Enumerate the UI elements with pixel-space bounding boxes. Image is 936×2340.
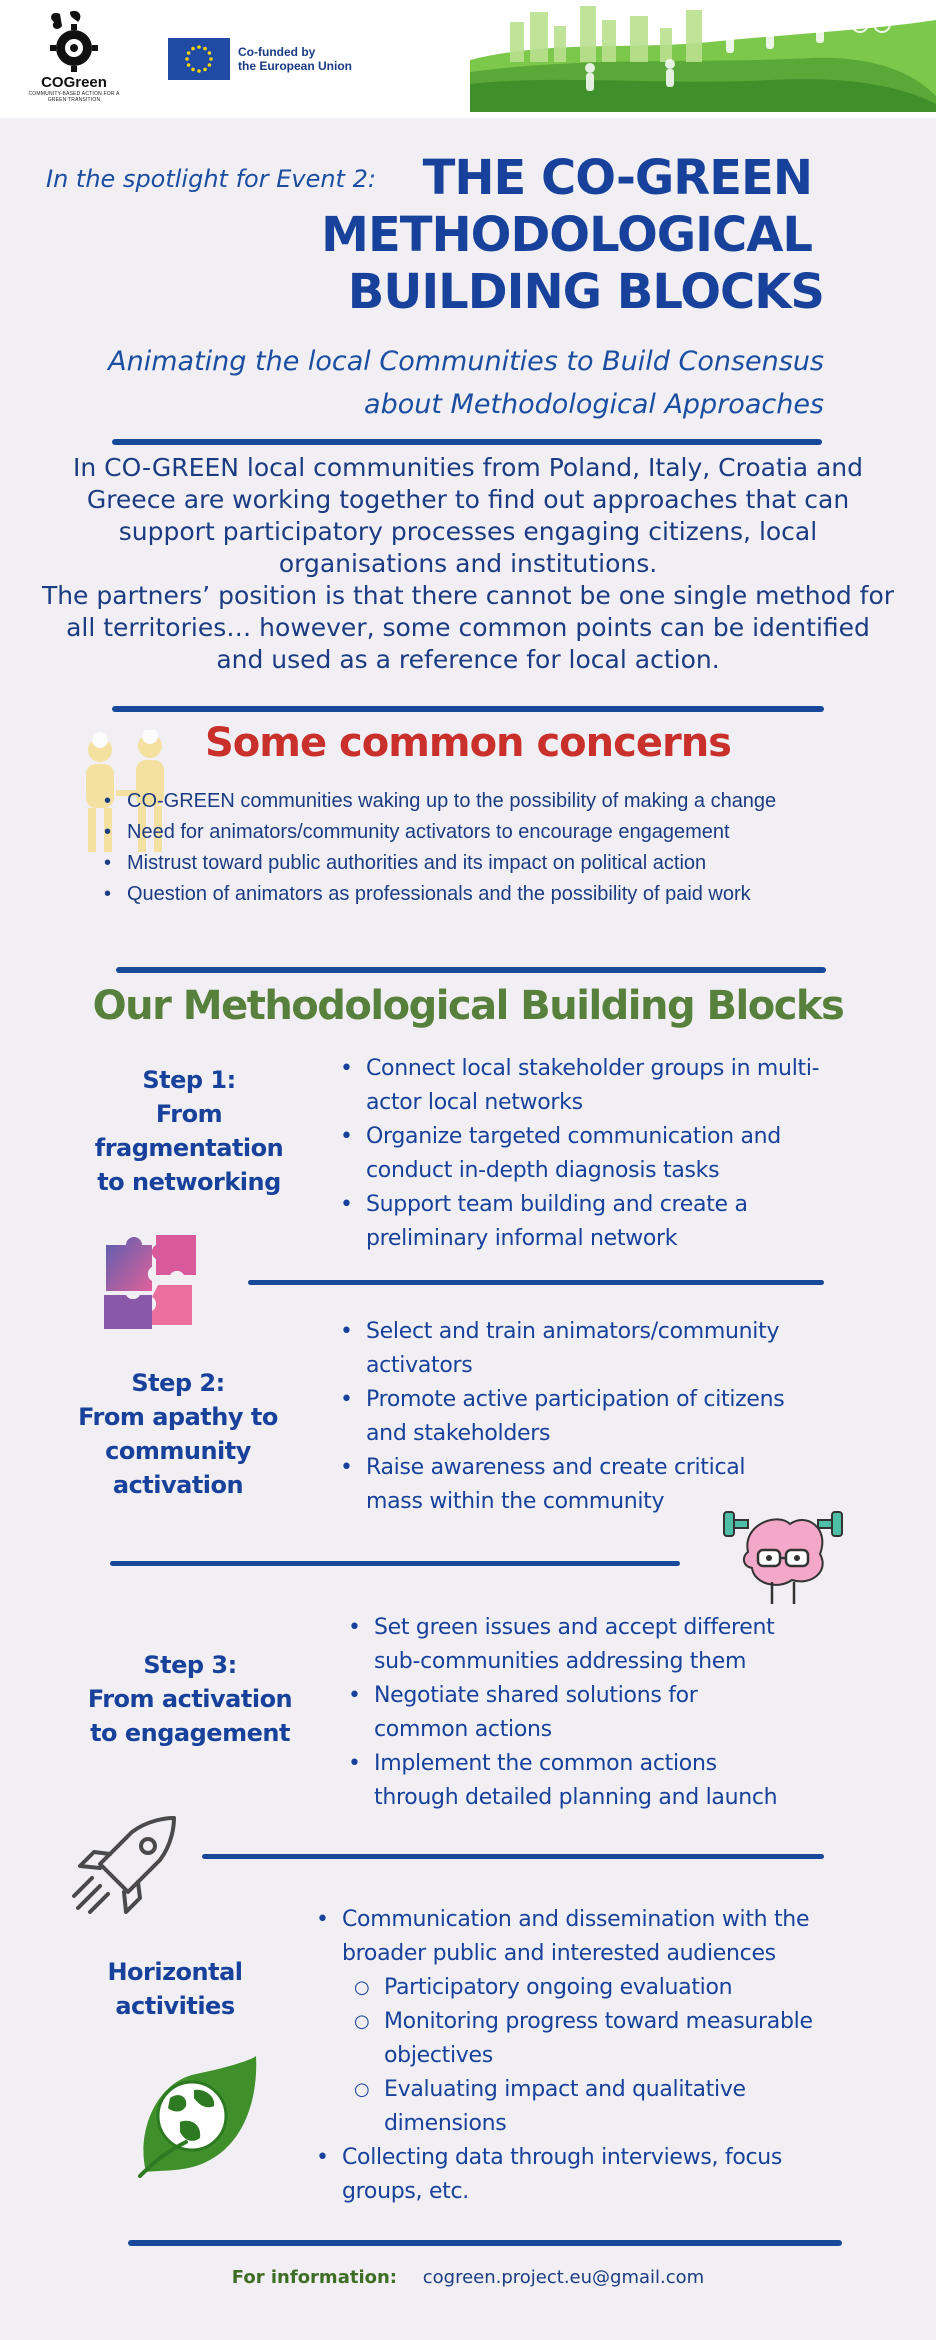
list-item: • Support team building and create a preliminary informal network: [338, 1188, 898, 1256]
sub-list-item: ○ Monitoring progress toward measurable objectives: [314, 2005, 904, 2073]
step2-bullets: [338, 1315, 898, 1519]
cogreen-logo[interactable]: [28, 8, 120, 112]
horizontal-title: Horizontal activities: [107, 1958, 243, 2020]
page-title: [304, 150, 824, 321]
list-item: • Promote active participation of citizens and stakeholders: [338, 1383, 898, 1451]
step2-title: Step 2: From apathy to community activation: [78, 1369, 278, 1499]
title-line-2: METHODOLOGICAL: [321, 207, 812, 263]
footer-label: For information:: [231, 2267, 397, 2288]
divider: [112, 439, 822, 445]
divider: [116, 967, 826, 973]
step1-title: Step 1: From fragmentation to networking: [94, 1066, 284, 1196]
list-item: • Implement the common actions through detailed planning and launch: [346, 1747, 906, 1815]
step1-bullets: [338, 1052, 898, 1256]
subtitle: [44, 340, 824, 426]
subtitle-line-2: about Methodological Approaches: [364, 389, 824, 420]
list-item: • Raise awareness and create critical mass within the community: [338, 1451, 898, 1519]
eu-flag-icon: [168, 38, 230, 80]
eu-line-1: Co-funded by: [238, 45, 316, 59]
list-item: • Collecting data through interviews, focus groups, etc.: [314, 2141, 904, 2209]
list-item: • Organize targeted communication and conduct in-depth diagnosis tasks: [338, 1120, 898, 1188]
cogreen-logo-icon: [44, 8, 104, 72]
list-item: • Connect local stakeholder groups in multi- actor local networks: [338, 1052, 898, 1120]
brain-icon: [718, 1502, 848, 1612]
step3-title: Step 3: From activation to engagement: [87, 1651, 293, 1747]
footer: [0, 2267, 936, 2288]
sub-list-item: ○ Participatory ongoing evaluation: [314, 1971, 904, 2005]
intro-paragraph-1: In CO-GREEN local communities from Poland, Italy, Croatia and Greece are working together to find out approaches that can support participatory processes engaging citizens, local organisations and institutions.: [72, 453, 864, 578]
list-item: • Communication and dissemination with the broader public and interested audiences: [314, 1903, 904, 1971]
footer-email-link[interactable]: cogreen.project.eu@gmail.com: [422, 2267, 705, 2288]
eu-line-2: the European Union: [238, 59, 352, 73]
puzzle-icon: [98, 1225, 208, 1335]
list-item: • Mistrust toward public authorities and its impact on political action: [100, 848, 900, 879]
step3-bullets: [346, 1611, 906, 1815]
globe-leaf-icon: [126, 2052, 266, 2182]
spotlight-label: In the spotlight for Event 2:: [46, 165, 376, 193]
divider: [202, 1854, 824, 1859]
divider: [110, 1561, 680, 1566]
list-item: • Question of animators as professionals and the possibility of paid work: [100, 879, 900, 910]
list-item: • Select and train animators/community activators: [338, 1315, 898, 1383]
intro-text: [40, 452, 896, 676]
logo-tagline: COMMUNITY-BASED ACTION FOR A GREEN TRANSITION: [28, 91, 120, 103]
concerns-list: [100, 786, 900, 910]
divider: [112, 706, 824, 712]
sub-list-item: ○ Evaluating impact and qualitative dimensions: [314, 2073, 904, 2141]
header: [0, 0, 936, 118]
blocks-title: Our Methodological Building Blocks: [92, 983, 844, 1029]
title-line-1: THE CO-GREEN: [422, 150, 812, 206]
horizontal-bullets: [314, 1903, 904, 2209]
subtitle-line-1: Animating the local Communities to Build Consensus: [108, 346, 824, 377]
logo-name: COGreen: [41, 74, 107, 91]
divider: [248, 1280, 824, 1285]
concerns-title: Some common concerns: [205, 720, 731, 766]
list-item: • Set green issues and accept different sub-communities addressing them: [346, 1611, 906, 1679]
intro-paragraph-2: The partners’ position is that there cannot be one single method for all territories… however, some common points can be identified and used as a reference for local action.: [41, 581, 895, 674]
title-line-3: BUILDING BLOCKS: [347, 264, 824, 320]
eu-cofunded: [168, 38, 352, 80]
rocket-icon: [70, 1812, 180, 1922]
city-banner-icon: [470, 0, 936, 112]
list-item: • Negotiate shared solutions for common actions: [346, 1679, 906, 1747]
list-item: • Need for animators/community activators to encourage engagement: [100, 817, 900, 848]
list-item: • CO-GREEN communities waking up to the possibility of making a change: [100, 786, 900, 817]
divider: [128, 2240, 842, 2246]
